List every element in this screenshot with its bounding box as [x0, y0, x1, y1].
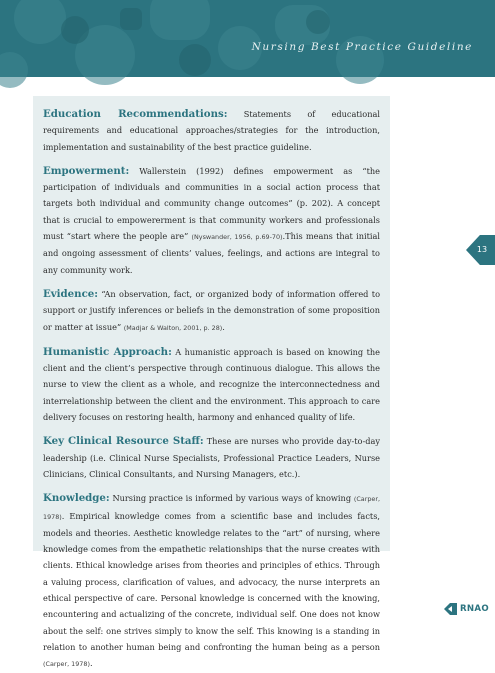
definition-entry: [43, 433, 380, 482]
citation: (Madjar & Walton, 2001, p. 28): [123, 323, 223, 332]
rnao-logo-icon: [444, 603, 457, 615]
definition-text: .This means that initial and ongoing assessment of clients’ values, feelings, and actions are integral to any community work.: [43, 231, 381, 275]
header-pattern: [0, 0, 495, 77]
definition-text: “An observation, fact, or organized body of information offered to support or justify inferences or beliefs in the demonstration of some proposition or matter at issue”: [43, 288, 380, 332]
definitions-panel: [33, 96, 390, 669]
definition-text: Nursing practice is informed by various ways of knowing: [109, 493, 354, 504]
definition-text: . Empirical knowledge comes from a scientific base and includes facts, models and theories. Aesthetic knowledge relates to the “art” of nursing, where knowledge comes from the empathetic relationships that the nurse creates with clients. Ethical knowledge arises from theories and principles of ethics. Through a valuing process, clarification of values, and advocacy, the nurse interprets an ethical perspective of care. Personal knowledge is concerned with the knowing, encountering and actualizing of the concrete, individual self. One does not know about the self: one strives simply to know the self. This knowing is a standing in relation to another human being and confronting the human being as a person: [43, 510, 380, 652]
definition-entry: [43, 344, 380, 425]
definition-text: A humanistic approach is based on knowing the client and the client’s perspective through continuous dialogue. This allows the nurse to view the client as a whole, and recognize the interconnectedness and interrelationship between the client and the environment. This approach to care delivery focuses on restoring health, harmony and enhanced quality of life.: [43, 346, 380, 423]
definition-text: .: [222, 321, 225, 332]
definition-term: Empowerment:: [43, 164, 130, 177]
rnao-logo: [444, 602, 489, 616]
rnao-logo-text: RNAO: [460, 604, 489, 614]
definition-term: Knowledge:: [43, 492, 110, 505]
definition-text: .: [89, 658, 93, 669]
running-header-title: Nursing Best Practice Guideline: [251, 41, 473, 53]
definition-entry: [43, 286, 380, 336]
page-number: 13: [476, 244, 488, 254]
definition-term: Key Clinical Resource Staff:: [43, 435, 204, 448]
definition-term: Humanistic Approach:: [43, 345, 172, 358]
definition-entry: [43, 490, 380, 672]
header-banner: [0, 0, 495, 77]
citation: (Nyswander, 1956, p.69-70): [191, 233, 283, 242]
definition-term: Evidence:: [43, 287, 99, 300]
definition-entry: [43, 163, 380, 278]
citation: (Carper, 1978): [43, 660, 90, 669]
definition-entry: [43, 106, 380, 155]
definition-text: These are nurses who provide day-to-day leadership (i.e. Clinical Nurse Specialists, Professional Practice Leaders, Nurse Clinicians, Clinical Consultants, and Nursing Managers, etc.).: [43, 436, 380, 479]
definition-text: Statements of educational requirements and educational approaches/strategies for the introduction, implementation and sustainability of the best practice guideline.: [43, 109, 380, 152]
definition-term: Education Recommendations:: [43, 108, 228, 120]
definition-text: Wallerstein (1992) defines empowerment as “the participation of individuals and communities in a social action process that targets both individual and community change outcomes” (p. 202). A concept that is crucial to empowererment is that community workers and professionals must “start where the people are”: [43, 165, 380, 242]
citation: (Carper, 1978): [43, 495, 380, 521]
